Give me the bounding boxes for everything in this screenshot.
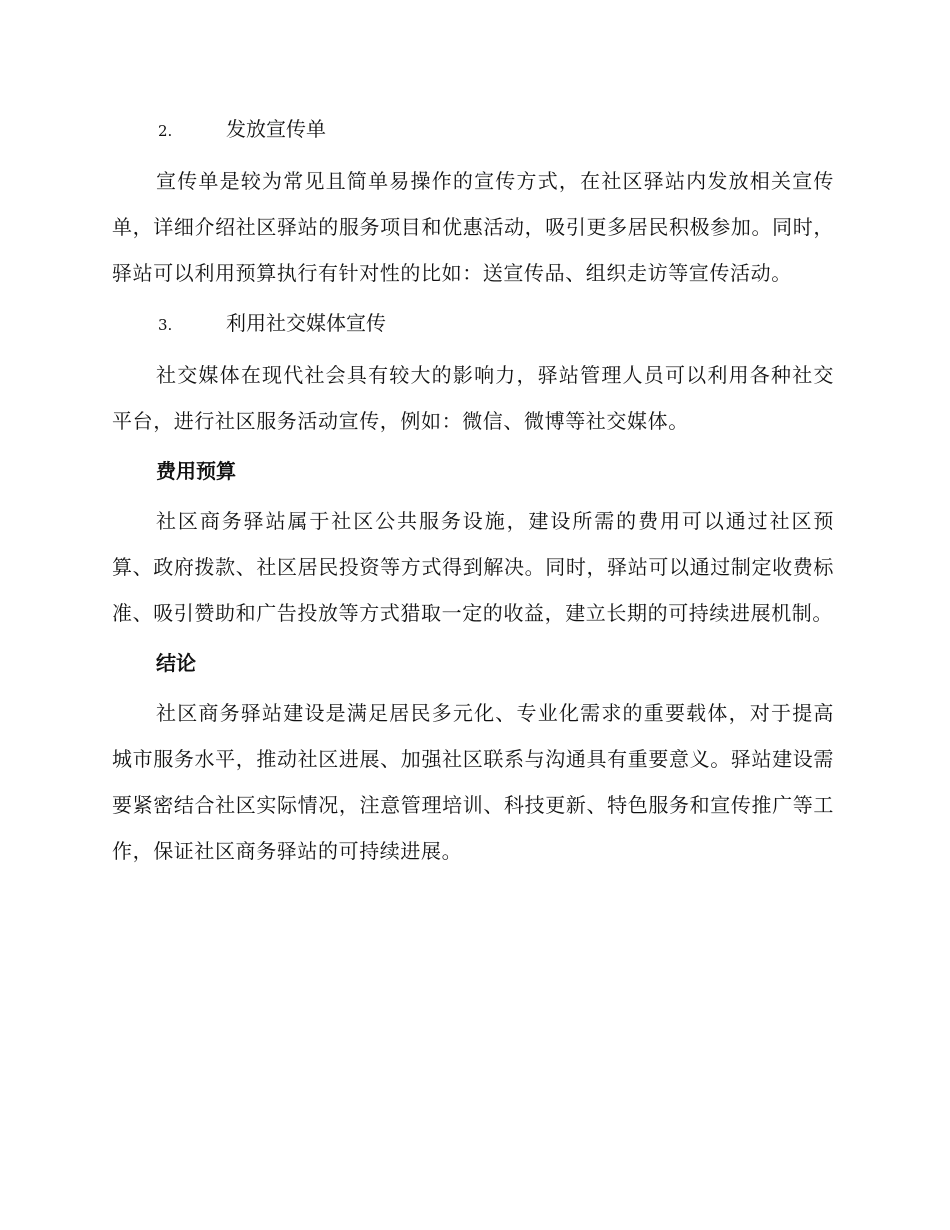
document-content bbox=[112, 112, 834, 884]
section-heading-budget: 费用预算 bbox=[156, 459, 236, 483]
paragraph-flyers: 宣传单是较为常见且简单易操作的宣传方式，在社区驿站内发放相关宣传单，详细介绍社区驿站的服务项目和优惠活动，吸引更多居民积极参加。同时，驿站可以利用预算执行有针对性的比如：送宣传品、组织走访等宣传活动。 bbox=[112, 169, 834, 285]
list-title: 发放宣传单 bbox=[226, 117, 326, 141]
list-heading-flyers bbox=[112, 112, 834, 148]
list-number: 2. bbox=[158, 122, 173, 140]
list-heading-social-media bbox=[112, 306, 834, 342]
paragraph-conclusion: 社区商务驿站建设是满足居民多元化、专业化需求的重要载体，对于提高城市服务水平，推动社区进展、加强社区联系与沟通具有重要意义。驿站建设需要紧密结合社区实际情况，注意管理培训、科技更新、特色服务和宣传推广等工作，保证社区商务驿站的可持续进展。 bbox=[112, 701, 834, 863]
section-heading-conclusion: 结论 bbox=[156, 651, 196, 675]
paragraph-social-media: 社交媒体在现代社会具有较大的影响力，驿站管理人员可以利用各种社交平台，进行社区服务活动宣传，例如：微信、微博等社交媒体。 bbox=[112, 363, 834, 433]
paragraph-budget: 社区商务驿站属于社区公共服务设施，建设所需的费用可以通过社区预算、政府拨款、社区居民投资等方式得到解决。同时，驿站可以通过制定收费标准、吸引赞助和广告投放等方式猎取一定的收益，建立长期的可持续进展机制。 bbox=[112, 509, 834, 625]
list-number: 3. bbox=[158, 316, 173, 334]
list-title: 利用社交媒体宣传 bbox=[226, 311, 386, 335]
